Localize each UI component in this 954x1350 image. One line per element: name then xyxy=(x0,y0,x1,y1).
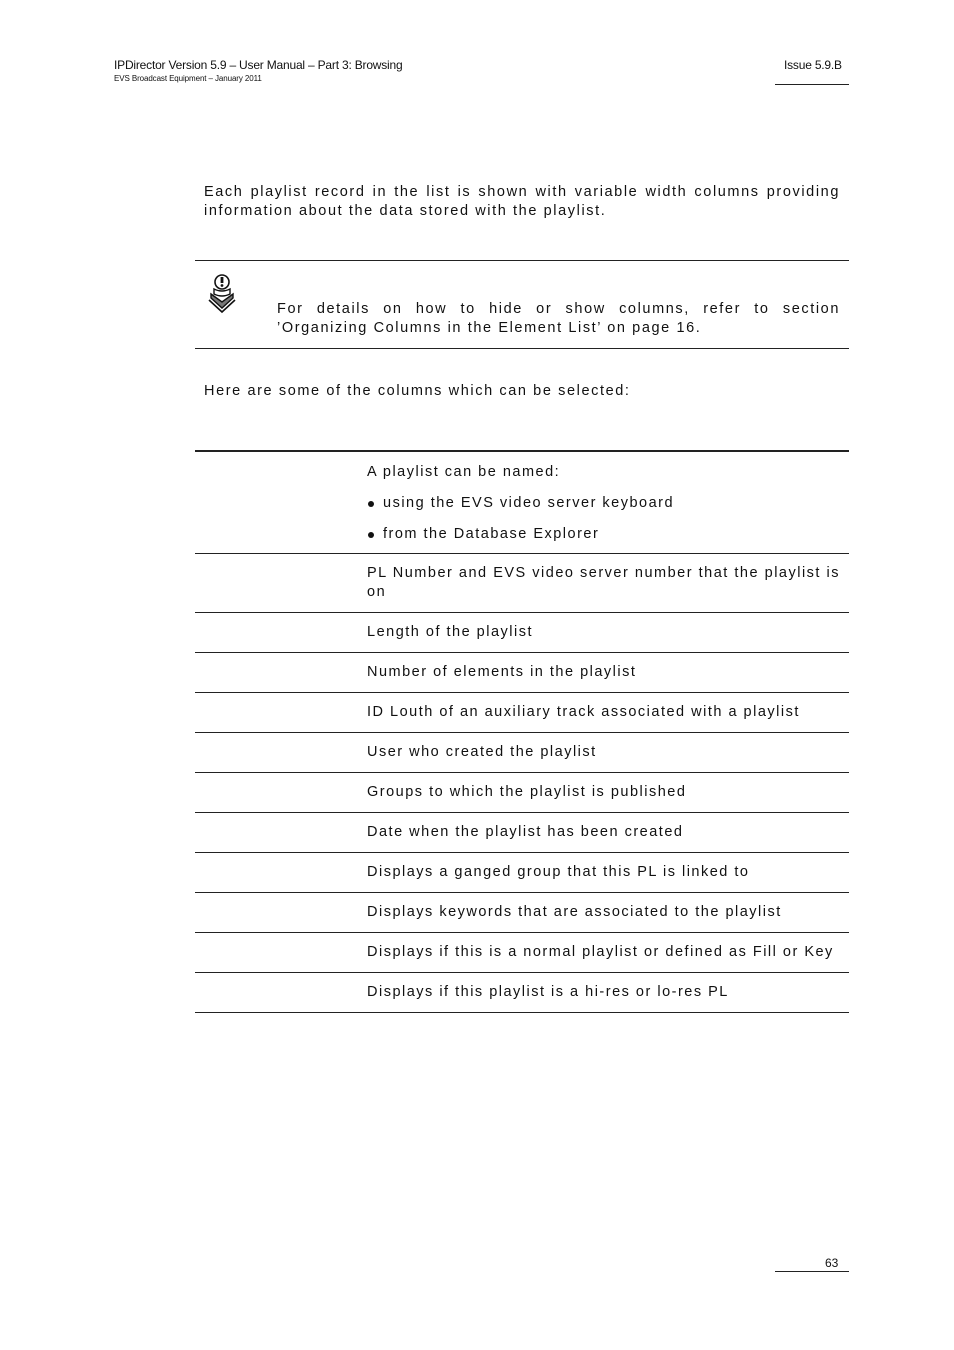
column-description: Groups to which the playlist is published xyxy=(367,784,687,800)
footer-rule xyxy=(775,1271,849,1272)
column-description: Number of elements in the playlist xyxy=(367,664,637,680)
bullet-text: using the EVS video server keyboard xyxy=(383,495,675,511)
document-title: IPDirector Version 5.9 – User Manual – Part 3: Browsing xyxy=(114,58,403,72)
table-row xyxy=(195,693,849,733)
table-row xyxy=(195,554,849,613)
columns-table xyxy=(195,450,849,1013)
table-row xyxy=(195,813,849,853)
table-row xyxy=(195,773,849,813)
bullet-text: from the Database Explorer xyxy=(383,526,600,542)
bullet-icon xyxy=(368,501,374,507)
columns-intro: Here are some of the columns which can be selected: xyxy=(204,383,631,399)
header-rule xyxy=(775,84,849,85)
column-description: User who created the playlist xyxy=(367,744,597,760)
column-description: Displays if this is a normal playlist or defined as Fill or Key xyxy=(367,944,834,960)
note-top-rule xyxy=(195,260,849,261)
bullet-item xyxy=(367,494,840,513)
table-row xyxy=(195,893,849,933)
note-text: For details on how to hide or show columns, refer to section ’Organizing Columns in the Element List’ on page 16. xyxy=(277,301,840,336)
note-bottom-rule xyxy=(195,348,849,349)
bullet-item xyxy=(367,525,840,544)
column-description: Displays if this playlist is a hi-res or lo-res PL xyxy=(367,984,729,1000)
column-description: Date when the playlist has been created xyxy=(367,824,684,840)
column-description: PL Number and EVS video server number that the playlist is on xyxy=(367,565,840,600)
table-row xyxy=(195,733,849,773)
table-row xyxy=(195,853,849,893)
document-subtitle: EVS Broadcast Equipment – January 2011 xyxy=(114,74,262,83)
row-description-text: A playlist can be named: xyxy=(367,464,561,480)
page-number: 63 xyxy=(825,1256,839,1270)
column-description: ID Louth of an auxiliary track associated with a playlist xyxy=(367,704,800,720)
column-description: Length of the playlist xyxy=(367,624,534,640)
column-description xyxy=(367,452,840,553)
table-row xyxy=(195,452,849,554)
note-hand-icon xyxy=(205,272,239,314)
column-description: Displays a ganged group that this PL is linked to xyxy=(367,864,750,880)
issue-label: Issue 5.9.B xyxy=(784,58,842,72)
column-description: Displays keywords that are associated to the playlist xyxy=(367,904,782,920)
intro-paragraph: Each playlist record in the list is shown with variable width columns providing information about the data stored with the playlist. xyxy=(204,184,840,219)
table-row xyxy=(195,653,849,693)
bullet-icon xyxy=(368,532,374,538)
table-row xyxy=(195,613,849,653)
table-row xyxy=(195,973,849,1013)
table-row xyxy=(195,933,849,973)
